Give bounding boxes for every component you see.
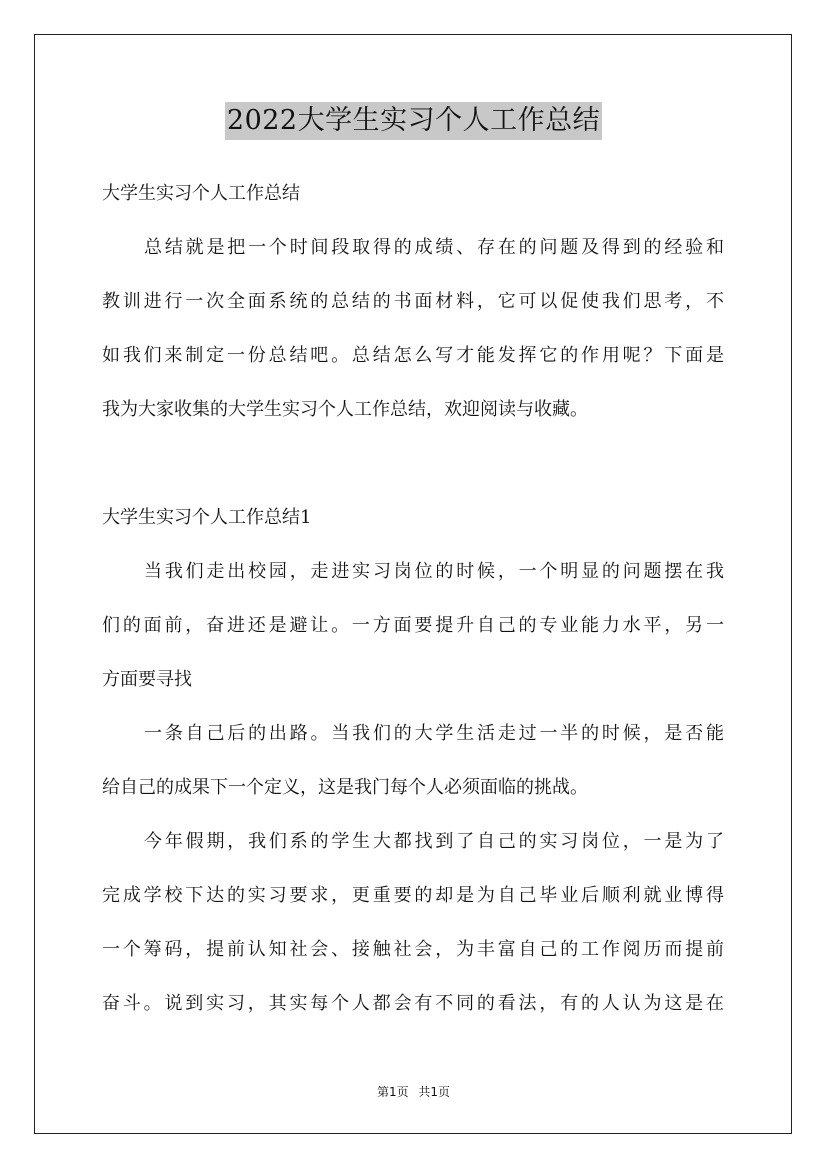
paragraph-line: 一条自己后的出路。当我们的大学生活走过一半的时候，是否能 (144, 723, 724, 744)
paragraph-line: 如我们来制定一份总结吧。总结怎么写才能发挥它的作用呢？下面是 (102, 345, 724, 366)
paragraph-line: 当我们走出校园，走进实习岗位的时候，一个明显的问题摆在我 (144, 561, 724, 582)
section-heading: 大学生实习个人工作总结1 (102, 507, 312, 528)
document-title: 2022大学生实习个人工作总结 (225, 102, 602, 140)
page-total: 共1页 (418, 1085, 451, 1099)
paragraph-line: 完成学校下达的实习要求，更重要的却是为自己毕业后顺利就业博得 (102, 885, 724, 906)
paragraph-line: 总结就是把一个时间段取得的成绩、存在的问题及得到的经验和 (144, 237, 724, 258)
paragraph-line: 给自己的成果下一个定义，这是我门每个人必须面临的挑战。 (102, 777, 588, 798)
paragraph-line: 今年假期，我们系的学生大都找到了自己的实习岗位，一是为了 (144, 831, 724, 852)
page-footer (0, 1084, 827, 1100)
section-heading: 大学生实习个人工作总结 (102, 183, 300, 204)
paragraph-line: 奋斗。说到实习，其实每个人都会有不同的看法，有的人认为这是在 (102, 993, 724, 1014)
paragraph-line: 教训进行一次全面系统的总结的书面材料，它可以促使我们思考，不 (102, 291, 724, 312)
title-container (0, 102, 827, 140)
paragraph-line: 方面要寻找 (102, 669, 192, 690)
paragraph-line: 们的面前，奋进还是避让。一方面要提升自己的专业能力水平，另一 (102, 615, 724, 636)
page-number: 第1页 (376, 1085, 409, 1099)
paragraph-line: 我为大家收集的大学生实习个人工作总结，欢迎阅读与收藏。 (102, 399, 588, 420)
paragraph-line: 一个筹码，提前认知社会、接触社会，为丰富自己的工作阅历而提前 (102, 939, 724, 960)
